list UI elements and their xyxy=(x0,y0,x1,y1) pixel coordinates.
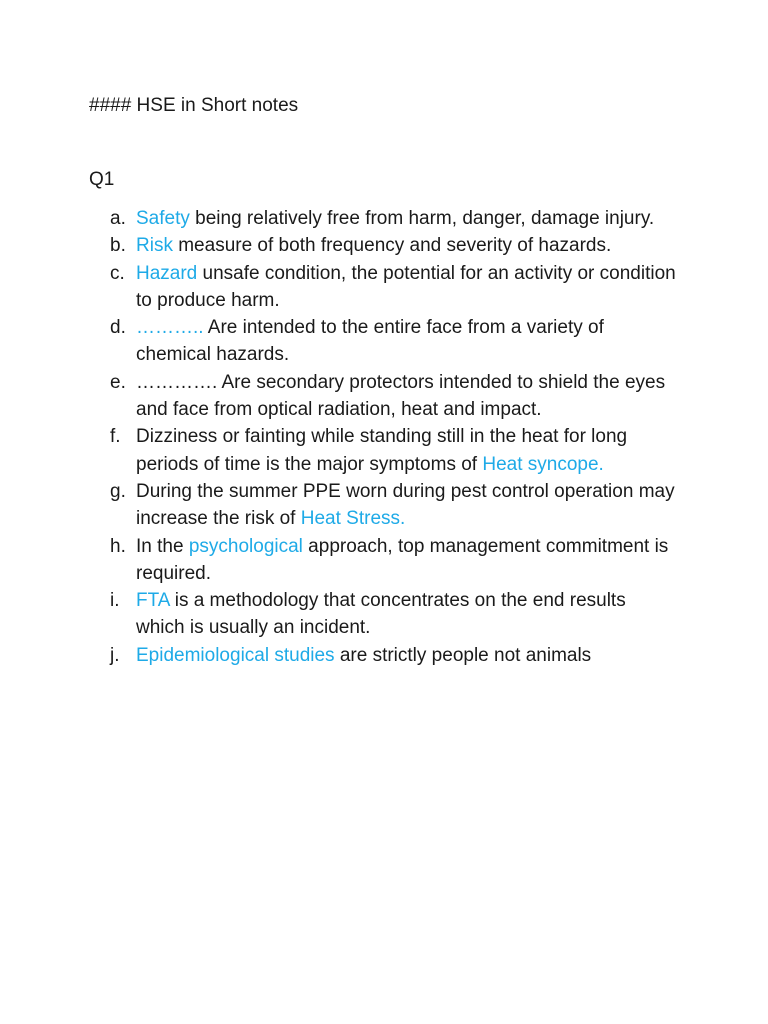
plain-text: unsafe condition, the potential for an activity or condition to produce harm. xyxy=(136,262,676,311)
list-item xyxy=(89,369,679,424)
list-item-text xyxy=(136,208,654,229)
highlighted-term: Hazard xyxy=(136,262,198,284)
question-label: Q1 xyxy=(89,169,115,190)
answer-list xyxy=(89,205,679,669)
list-item-text xyxy=(136,235,611,256)
list-item xyxy=(89,423,679,478)
list-item-text xyxy=(136,263,676,311)
list-item-marker: g. xyxy=(110,480,126,502)
plain-text: being relatively free from harm, danger, damage injury. xyxy=(189,208,655,229)
plain-text: approach, top management commitment is required. xyxy=(136,535,669,584)
highlighted-term: Epidemiological studies xyxy=(136,644,335,666)
plain-text: is a methodology that concentrates on the end results which is usually an incident. xyxy=(136,590,626,639)
list-item xyxy=(89,232,679,259)
list-item xyxy=(89,478,679,533)
highlighted-term: FTA xyxy=(136,590,170,612)
list-item xyxy=(89,533,679,588)
list-item-text xyxy=(136,645,591,666)
plain-text: …………. Are secondary protectors intended to shield the eyes and face from optical radiation, heat and impact. xyxy=(136,371,666,421)
highlighted-term: psychological xyxy=(188,535,303,557)
list-item-text xyxy=(136,317,604,365)
highlighted-term: Risk xyxy=(136,235,173,257)
list-item xyxy=(89,260,679,315)
list-item xyxy=(89,205,679,232)
highlighted-term: Heat Stress. xyxy=(300,508,406,530)
list-item xyxy=(89,314,679,369)
list-item-text xyxy=(136,426,627,474)
list-item-marker: a. xyxy=(110,208,126,229)
document-heading: #### HSE in Short notes xyxy=(89,95,299,116)
list-item-marker: f. xyxy=(110,426,121,448)
plain-text: In the xyxy=(136,535,189,557)
highlighted-term: Heat syncope. xyxy=(482,453,604,475)
plain-text: Are intended to the entire face from a variety of chemical hazards. xyxy=(136,317,604,366)
list-item xyxy=(89,587,679,642)
highlighted-term: ……….. xyxy=(136,317,204,339)
highlighted-term: Safety xyxy=(136,208,190,229)
plain-text: are strictly people not animals xyxy=(334,644,592,666)
list-item-marker: e. xyxy=(110,371,126,393)
list-item-marker: i. xyxy=(110,590,120,612)
list-item-text xyxy=(136,481,675,529)
list-item-marker: c. xyxy=(110,262,125,284)
list-item-marker: d. xyxy=(110,317,126,339)
list-item-marker: h. xyxy=(110,535,126,557)
list-item-text xyxy=(136,372,665,420)
list-item-marker: j. xyxy=(110,644,120,666)
list-item-text xyxy=(136,536,668,584)
plain-text: Dizziness or fainting while standing still in the heat for long periods of time is the major symptoms of xyxy=(136,426,628,475)
list-item xyxy=(89,642,679,669)
list-item-marker: b. xyxy=(110,235,126,257)
list-item-text xyxy=(136,590,626,638)
plain-text: During the summer PPE worn during pest control operation may increase the risk of xyxy=(136,480,675,530)
plain-text: measure of both frequency and severity of hazards. xyxy=(172,235,612,257)
